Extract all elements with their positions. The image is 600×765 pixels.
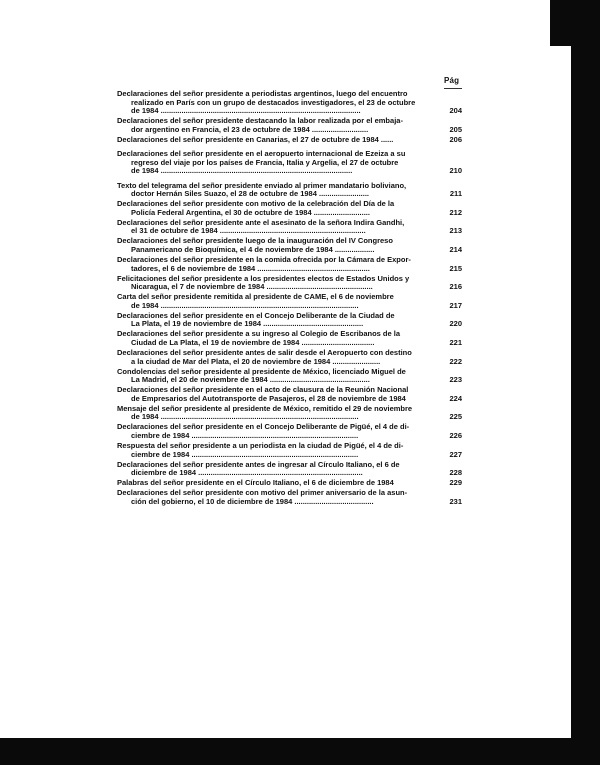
toc-entry-line: Palabras del señor presidente en el Círculo Italiano, el 6 de diciembre de 1984 (117, 478, 394, 488)
toc-entry-line: Declaraciones del señor presidente con motivo de la celebración del Día de la (117, 199, 395, 209)
toc-page-number: 221 (449, 337, 462, 347)
toc-entry-line: Carta del señor presidente remitida al presidente de CAME, el 6 de noviembre (117, 292, 394, 302)
toc-page-number: 225 (449, 412, 462, 422)
toc-entry-line: de 1984 ............................................................................................... (131, 412, 359, 422)
toc-entry (117, 423, 462, 440)
toc-entry (117, 405, 462, 422)
toc-page-number: 228 (449, 468, 462, 478)
toc-entry (117, 312, 462, 329)
header-rule (444, 88, 462, 89)
toc-entry (117, 479, 462, 488)
toc-entry (117, 386, 462, 403)
toc-entry (117, 117, 462, 134)
toc-entry (117, 330, 462, 347)
toc-page-number: 211 (449, 189, 462, 199)
toc-page-number: 226 (449, 430, 462, 440)
toc-entry-line: La Madrid, el 20 de noviembre de 1984 ................................................ (131, 375, 370, 385)
toc-page-number: 212 (449, 207, 462, 217)
toc-entry (117, 136, 462, 145)
toc-entry (117, 150, 462, 176)
toc-entry-line: La Plata, el 19 de noviembre de 1984 ................................................ (131, 319, 364, 329)
toc-entry-line: Declaraciones del señor presidente destacando la labor realizada por el embaja- (117, 116, 403, 126)
toc-entry-line: Declaraciones del señor presidente antes de salir desde el Aeropuerto con destino (117, 348, 412, 358)
toc-entry-line: Declaraciones del señor presidente con motivo del primer aniversario de la asun- (117, 488, 408, 498)
toc-entry (117, 237, 462, 254)
toc-entry (117, 349, 462, 366)
toc-entry (117, 489, 462, 506)
scan-border-bottom (0, 738, 600, 765)
toc-entry (117, 368, 462, 385)
table-of-contents (117, 90, 462, 508)
toc-entry-line: Declaraciones del señor presidente a periodistas argentinos, luego del encuentro (117, 89, 408, 98)
toc-entry-line: Declaraciones del señor presidente en el aeropuerto internacional de Ezeiza a su (117, 149, 406, 159)
toc-entry (117, 219, 462, 236)
toc-page-number: 217 (449, 300, 462, 310)
toc-entry (117, 200, 462, 217)
toc-entry (117, 256, 462, 273)
toc-entry-line: Panamericano de Bioquímica, el 4 de noviembre de 1984 ................... (131, 244, 375, 254)
toc-page-number: 220 (449, 319, 462, 329)
toc-entry-line: Declaraciones del señor presidente en Canarias, el 27 de octubre de 1984 ...... (117, 134, 394, 144)
toc-entry-line: Declaraciones del señor presidente ante el asesinato de la señora Indira Gandhi, (117, 217, 405, 227)
toc-page-number: 214 (449, 244, 462, 254)
toc-entry (117, 275, 462, 292)
toc-entry-line: doctor Hernán Siles Suazo, el 28 de octubre de 1984 ........................ (131, 189, 369, 199)
toc-entry-line: Condolencias del señor presidente al presidente de México, licenciado Miguel de (117, 366, 406, 376)
toc-entry-line: Declaraciones del señor presidente a su ingreso al Colegio de Escribanos de la (117, 329, 401, 339)
toc-page-number: 231 (449, 496, 462, 506)
toc-entry-line: dor argentino en Francia, el 23 de octubre de 1984 ........................... (131, 124, 369, 134)
toc-entry-line: ciembre de 1984 ................................................................................ (131, 449, 359, 459)
toc-entry-line: Mensaje del señor presidente al presidente de México, remitido el 29 de noviembre (117, 403, 413, 413)
toc-entry-line: tadores, el 6 de noviembre de 1984 ...................................................... (131, 263, 370, 273)
toc-entry (117, 293, 462, 310)
toc-entry-line: Felicitaciones del señor presidente a los presidentes electos de Estados Unidos y (117, 273, 410, 283)
toc-entry (117, 461, 462, 478)
toc-entry-line: el 31 de octubre de 1984 ...................................................................... (131, 226, 366, 236)
toc-page-number: 215 (449, 263, 462, 273)
toc-entry (117, 182, 462, 199)
toc-page-number: 206 (449, 134, 462, 144)
toc-entry (117, 90, 462, 116)
toc-entry-line: ciembre de 1984 ................................................................................ (131, 430, 359, 440)
toc-entry-line: a la ciudad de Mar del Plata, el 20 de noviembre de 1984 ....................... (131, 356, 381, 366)
toc-page-number: 223 (449, 375, 462, 385)
toc-page-number: 205 (449, 124, 462, 134)
toc-page-number: 213 (449, 226, 462, 236)
toc-entry-line: Texto del telegrama del señor presidente enviado al primer mandatario boliviano, (117, 180, 407, 190)
toc-entry-line: de 1984 ................................................................................................ (131, 106, 361, 115)
toc-entry-line: Declaraciones del señor presidente en el Concejo Deliberante de la Ciudad de (117, 310, 395, 320)
toc-entry-line: ción del gobierno, el 10 de diciembre de 1984 ...................................... (131, 496, 374, 506)
toc-page-number: 224 (449, 393, 462, 403)
toc-page-number: 227 (449, 449, 462, 459)
scan-border-right (571, 0, 600, 765)
toc-entry-line: diciembre de 1984 ............................................................................... (131, 468, 363, 478)
toc-entry-line: Ciudad de La Plata, el 19 de noviembre de 1984 ................................... (131, 337, 375, 347)
toc-entry-line: Declaraciones del señor presidente en el acto de clausura de la Reunión Nacional (117, 385, 409, 395)
toc-page-number: 216 (449, 282, 462, 292)
toc-entry-line: de 1984 ............................................................................................ (131, 166, 353, 176)
toc-entry-line: Policía Federal Argentina, el 30 de octubre de 1984 ........................... (131, 207, 370, 217)
toc-entry-line: Declaraciones del señor presidente en el Concejo Deliberante de Pigüé, el 4 de di- (117, 422, 410, 432)
toc-entry-line: de Empresarios del Autotransporte de Pasajeros, el 28 de noviembre de 1984 (131, 393, 406, 403)
toc-entry-line: Declaraciones del señor presidente en la comida ofrecida por la Cámara de Expor- (117, 255, 411, 265)
toc-entry-line: realizado en París con un grupo de destacados investigadores, el 23 de octubre (131, 97, 416, 107)
toc-page-number: 210 (449, 166, 462, 176)
toc-page-number: 222 (449, 356, 462, 366)
toc-page-number: 204 (449, 106, 462, 115)
toc-entry-line: Nicaragua, el 7 de noviembre de 1984 ................................................... (131, 282, 373, 292)
page-column-header: Pág (444, 76, 460, 85)
toc-entry-line: Declaraciones del señor presidente antes de ingresar al Círculo Italiano, el 6 de (117, 459, 400, 469)
toc-entry-line: de 1984 ............................................................................................... (131, 300, 359, 310)
toc-page-number: 229 (449, 478, 462, 488)
toc-entry (117, 442, 462, 459)
toc-entry-line: regreso del viaje por los países de Francia, Italia y Argelia, el 27 de octubre (131, 157, 399, 167)
toc-entry-line: Declaraciones del señor presidente luego de la inauguración del IV Congreso (117, 236, 393, 246)
toc-entry-line: Respuesta del señor presidente a un periodista en la ciudad de Pigüé, el 4 de di- (117, 441, 404, 450)
